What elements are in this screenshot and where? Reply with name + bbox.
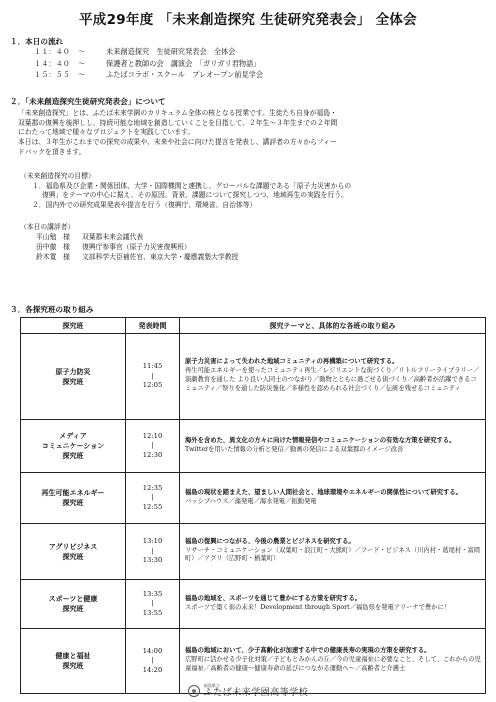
- theme-title: 福島の復興につながる、今後の農業とビジネスを研究する。: [185, 537, 355, 545]
- time-end: 13:30: [142, 556, 163, 565]
- time-start: 12:35: [142, 483, 163, 492]
- theme-title: 海外を含めた、異文化の方々に向けた情報発信やコミュニケーションの有効な方策を研究する。: [185, 436, 456, 444]
- schedule-sep: ～: [78, 58, 86, 68]
- goals-block: [20, 172, 486, 211]
- section2-heading: ２．「未来創造探究生徒研究発表会」について: [10, 97, 166, 106]
- table-row: [21, 334, 486, 420]
- time-cell: [126, 524, 180, 580]
- lecturer-row: [20, 232, 238, 242]
- lecturer-row: [20, 242, 238, 252]
- group-name-line: 再生可能エネルギー: [41, 489, 105, 497]
- time-cell: [126, 580, 180, 629]
- group-name-line: メディア: [59, 432, 87, 440]
- schedule-item: [34, 46, 263, 58]
- school-name: ふたば未来学園高等学校: [203, 688, 309, 698]
- school-footer: [0, 683, 496, 698]
- theme-cell: [180, 334, 486, 420]
- page-title: 平成29年度 「未来創造探究 生徒研究発表会」 全体会: [79, 12, 417, 28]
- group-name-line: 探究班: [62, 605, 84, 613]
- group-name-line: 探究班: [62, 452, 84, 460]
- group-name-line: スポーツと健康: [48, 595, 98, 603]
- lecturer-row: [20, 252, 238, 262]
- lecturer-name: 平山勉 様: [36, 233, 70, 241]
- schedule-item: [34, 69, 263, 81]
- col-header-theme: 探究テーマと、具体的な各班の取り組み: [180, 318, 486, 334]
- goal-item: １．福島県及び企業・関係団体、大学・国際機関と連携し、グローバルな課題である「原子力災害からの: [32, 181, 352, 190]
- time-divider: |: [151, 441, 154, 450]
- time-divider: |: [151, 599, 154, 608]
- time-divider: |: [151, 546, 154, 555]
- intro-line: にわたって地域で様々なプロジェクトを実践しています。: [18, 128, 195, 137]
- intro-line: 本日は、３年生がこれまでの探究の成果や、未来や社会に向けた提言を発表し、講評者の方々からフィー: [18, 138, 337, 147]
- col-header-time: 発表時間: [126, 318, 180, 334]
- group-name-line: アグリビジネス: [48, 542, 98, 551]
- theme-cell: [180, 524, 486, 580]
- group-name-line: 探究班: [62, 552, 84, 561]
- time-start: 12:10: [142, 431, 163, 440]
- schedule-sep: ～: [78, 70, 86, 79]
- footer-text: [204, 683, 309, 698]
- time-cell: [126, 420, 180, 473]
- table-row: [21, 420, 486, 473]
- group-name-line: コミュニケーション: [41, 442, 105, 450]
- lecturer-role: 文部科学大臣補佐官、東京大学・慶應義塾大学教授: [82, 253, 239, 261]
- table-row: [21, 524, 486, 580]
- goal-item-cont: 復興」をテーマの中心に据え、その原因、背景、課題について探究しつつ、地域再生の実践を行う。: [42, 191, 348, 200]
- schedule-list: [34, 46, 263, 81]
- theme-detail: スポーツで築く街の未来！Development through Sport／福島県を発電アリーナで豊かに！: [185, 603, 451, 611]
- lecturer-role: 双葉郡未来会議代表: [82, 233, 144, 241]
- intro-line: 双葉郡の復興を後押しし、持続可能な地域を創造していくことを目指して、２年生～３年生までの２年間: [18, 118, 338, 127]
- schedule-time: １５：５５: [34, 70, 70, 79]
- time-end: 12:30: [142, 450, 163, 459]
- group-name-cell: [21, 334, 126, 420]
- schedule-text: 保護者と教師の会 講演会 「ガリガリ君物語」: [106, 58, 261, 68]
- time-cell: [126, 334, 180, 420]
- group-name-line: 探究班: [62, 377, 84, 386]
- time-cell: [126, 473, 180, 524]
- theme-detail: バッシブハウス／藻発電／海水発電／振動発電: [185, 497, 317, 505]
- time-end: 14:20: [142, 665, 163, 674]
- time-end: 12:55: [142, 502, 163, 511]
- table-row: [21, 580, 486, 629]
- schedule-text: 未来創造探究 生徒研究発表会 全体会: [106, 47, 236, 56]
- goal-item: ２．国内外での研究成果発表や提言を行う（復興庁、環境省、自治体等）: [32, 201, 257, 210]
- program-table: [20, 317, 486, 694]
- group-name-line: 原子力防災: [55, 367, 91, 376]
- intro-line: 「未来創造探究」とは、ふたば未来学園のカリキュラム全体の核となる授業です。生徒たち自身が福島・: [18, 109, 337, 117]
- lecturer-role: 復興庁参事官（原子力災害復興班）: [82, 243, 191, 251]
- theme-title: 原子力災害によって失われた地域コミュニティの再構築について研究する。: [185, 358, 399, 366]
- footer-prefecture: 福島県立: [203, 683, 220, 688]
- lecturers-block: [20, 222, 238, 262]
- table-header-row: [21, 318, 486, 334]
- schedule-time: １１：４０: [34, 47, 70, 56]
- time-end: 12:05: [142, 381, 163, 390]
- theme-cell: [180, 420, 486, 473]
- intro-paragraph: [18, 109, 486, 158]
- time-divider: |: [151, 493, 154, 502]
- section3-heading: ３．各探究班の取り組み: [10, 305, 94, 314]
- table-row: [21, 473, 486, 524]
- schedule-sep: ～: [78, 47, 86, 56]
- theme-detail: 再生可能エネルギーを使ったコミュニティ再生／レジリエントな街づくり／リトルフリーライブラリー／演劇教育を通した より良い人同士のつながり／動物とともに過ごせる街づくり／高齢者が活躍できるコミュニティ／祭りを通した防災強化／多様性を認められる社会づくり／伝統を残せるコミュニティ: [185, 367, 480, 392]
- lecturers-label: （本日の講評者）: [20, 223, 75, 231]
- theme-detail: Twitterを用いた情報の分析と発信／動画の発信による双葉郡のイメージ改善: [185, 445, 404, 453]
- theme-detail: リサーチ・コミュニケーション（双葉町・浪江町・大熊町）／フード・ビジネス（川内村・葛尾村・富岡町）／アグリ（広野町・楢葉町）: [185, 546, 481, 563]
- group-name-cell: [21, 580, 126, 629]
- group-name-cell: [21, 473, 126, 524]
- group-name-line: 探究班: [62, 662, 84, 670]
- theme-cell: [180, 473, 486, 524]
- group-name-line: 探究班: [62, 499, 84, 507]
- goals-label: （未来創造探究の目標）: [20, 172, 95, 180]
- lecturer-name: 鈴木寛 様: [36, 253, 70, 261]
- group-name-cell: [21, 524, 126, 580]
- theme-title: 福島の現状を踏まえた、望ましい人間社会と、地球環境やエネルギーの関係性について研究する。: [185, 488, 462, 496]
- time-divider: |: [151, 371, 154, 380]
- col-header-group: 探究班: [21, 318, 126, 334]
- schedule-item: [34, 58, 263, 70]
- time-end: 13:55: [142, 608, 163, 617]
- lecturer-name: 田中徹 様: [36, 243, 70, 251]
- theme-title: 福島の地域において、少子高齢化が加速する中での健康長寿の実現の方策を研究する。: [185, 647, 431, 655]
- school-emblem-icon: [188, 685, 200, 697]
- time-divider: |: [151, 656, 154, 665]
- group-name-line: 健康と福祉: [55, 652, 91, 660]
- time-start: 13:10: [142, 537, 163, 546]
- theme-cell: [180, 580, 486, 629]
- group-name-cell: [21, 420, 126, 473]
- intro-line: ドバックを頂きます。: [18, 147, 86, 156]
- theme-detail: 広野町に活かせる少子化対策／子どもとみかんの丘／今の児童福祉に必要なこと、そして、これからの児童福祉／高齢者の健康～健康寿命の延びにつながる運動へ～／高齢者と介護士: [185, 656, 481, 672]
- time-start: 14:00: [142, 646, 163, 655]
- schedule-text: ふたばコラボ・スクール プレオープン前見学会: [106, 70, 264, 79]
- theme-title: 福島の地域を、スポーツを通じて豊かにする方策を研究する。: [185, 594, 362, 602]
- time-start: 13:35: [142, 589, 163, 598]
- schedule-time: １４：４０: [34, 58, 70, 68]
- section1-heading: １．本日の流れ: [10, 37, 64, 46]
- time-start: 11:45: [142, 362, 163, 371]
